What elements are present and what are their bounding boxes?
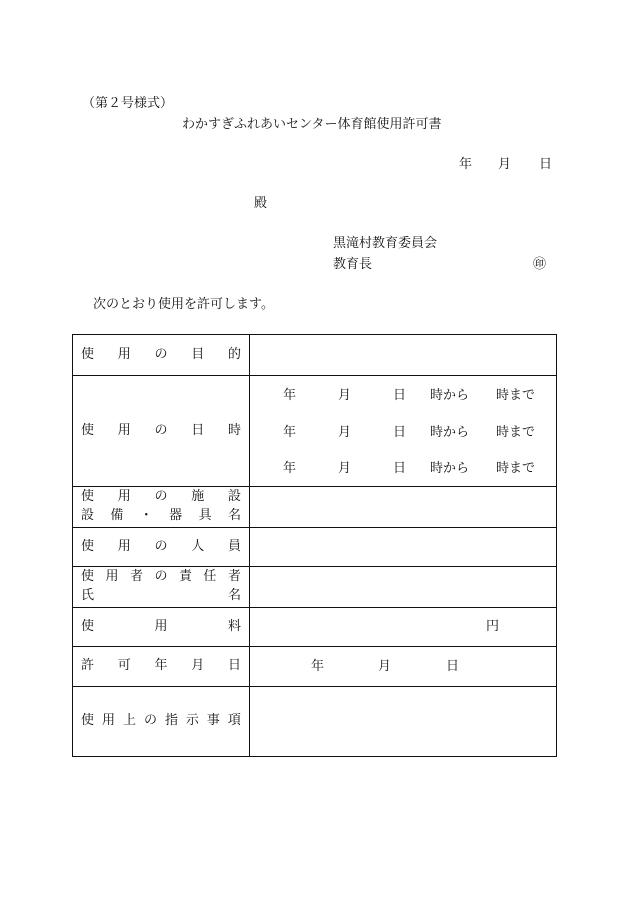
dt-to: 時まで: [496, 388, 536, 403]
datetime-line: [250, 416, 556, 454]
permit-day: 日: [446, 659, 460, 674]
label-char: 備: [110, 508, 124, 523]
label-char: 用: [101, 713, 115, 729]
value-people[interactable]: [250, 528, 557, 567]
dt-month: 月: [338, 425, 352, 440]
label-char: 使: [81, 569, 95, 585]
label-char: 使: [81, 618, 95, 634]
label-char: 上: [122, 713, 136, 729]
dt-month: 月: [338, 461, 352, 476]
label-char: 使: [81, 422, 95, 438]
label-char: 使: [81, 538, 95, 554]
label-char: 具: [198, 508, 212, 523]
label-char: 日: [227, 658, 241, 674]
label-char: の: [154, 569, 168, 585]
addressee-suffix: 殿: [254, 196, 268, 211]
label-char: 項: [227, 713, 241, 729]
label-char: ・: [139, 508, 153, 523]
label-char: 用: [117, 422, 131, 438]
label-char: 用: [117, 346, 131, 362]
document-title: わかすぎふれあいセンター体育館使用許可書: [182, 117, 442, 132]
dt-year: 年: [283, 461, 297, 476]
label-char: 事: [206, 713, 220, 729]
row-people: [73, 528, 557, 567]
fee-unit: 円: [486, 619, 500, 634]
row-fee: [73, 608, 557, 647]
form-number: （第２号様式）: [82, 96, 174, 111]
label-char: の: [154, 422, 168, 438]
label-char: 時: [227, 422, 241, 438]
row-datetime: [73, 376, 557, 487]
label-char: 使: [81, 346, 95, 362]
row-responsible: [73, 567, 557, 608]
label-char: 用: [117, 538, 131, 554]
label-facility: [73, 487, 250, 528]
label-char: 責: [178, 569, 192, 585]
dt-month: 月: [338, 388, 352, 403]
dt-day: 日: [393, 388, 407, 403]
label-char: 料: [227, 618, 241, 634]
label-char: 用: [105, 569, 119, 585]
label-permit-date: [73, 647, 250, 687]
label-char: 名: [227, 508, 241, 523]
label-char: 使: [81, 713, 95, 729]
label-char: 員: [227, 538, 241, 554]
value-datetime[interactable]: [250, 376, 557, 487]
value-permit-date[interactable]: [250, 647, 557, 687]
label-char: 任: [203, 569, 217, 585]
label-char: の: [154, 489, 168, 505]
label-char: 者: [129, 569, 143, 585]
dt-day: 日: [393, 425, 407, 440]
datetime-line: [250, 454, 556, 486]
label-char: 名: [227, 588, 241, 603]
label-char: 指: [164, 713, 178, 729]
label-char: 使: [81, 489, 95, 505]
label-char: 者: [227, 569, 241, 585]
label-char: 目: [191, 346, 205, 362]
row-facility: [73, 487, 557, 528]
label-char: 用: [154, 618, 168, 634]
label-people: [73, 528, 250, 567]
label-char: 人: [191, 538, 205, 554]
seal-mark: ㊞: [533, 257, 547, 272]
date-day: 日: [539, 157, 553, 172]
row-instructions: [73, 687, 557, 757]
row-permit-date: [73, 647, 557, 687]
label-char: 日: [191, 422, 205, 438]
value-purpose[interactable]: [250, 335, 557, 376]
permit-table: [72, 334, 557, 757]
label-char: 用: [117, 489, 131, 505]
label-char: 設: [81, 508, 95, 523]
intro-text: 次のとおり使用を許可します。: [93, 297, 274, 312]
label-char: 器: [169, 508, 183, 523]
dt-from: 時から: [430, 425, 470, 440]
dt-year: 年: [283, 425, 297, 440]
label-instructions: [73, 687, 250, 757]
row-purpose: [73, 335, 557, 376]
issuer-org: 黒滝村教育委員会: [333, 236, 438, 251]
dt-from: 時から: [430, 461, 470, 476]
label-char: 示: [185, 713, 199, 729]
dt-day: 日: [393, 461, 407, 476]
permit-year: 年: [311, 659, 325, 674]
dt-to: 時まで: [496, 425, 536, 440]
dt-from: 時から: [430, 388, 470, 403]
value-responsible[interactable]: [250, 567, 557, 608]
label-fee: [73, 608, 250, 647]
label-char: の: [143, 713, 157, 729]
label-datetime: [73, 376, 250, 487]
datetime-line: [250, 376, 556, 416]
permit-month: 月: [378, 659, 392, 674]
label-char: 施: [191, 489, 205, 505]
label-char: 氏: [81, 588, 95, 603]
label-char: 可: [117, 658, 131, 674]
label-char: 的: [227, 346, 241, 362]
label-purpose: [73, 335, 250, 376]
label-char: 許: [81, 658, 95, 674]
label-char: 月: [191, 658, 205, 674]
label-char: 設: [227, 489, 241, 505]
date-year: 年: [459, 157, 473, 172]
dt-year: 年: [283, 388, 297, 403]
value-fee[interactable]: [250, 608, 557, 647]
label-char: 年: [154, 658, 168, 674]
value-instructions[interactable]: [250, 687, 557, 757]
label-char: の: [154, 346, 168, 362]
dt-to: 時まで: [496, 461, 536, 476]
value-facility[interactable]: [250, 487, 557, 528]
issuer-title: 教育長: [333, 257, 373, 272]
date-month: 月: [498, 157, 512, 172]
label-responsible: [73, 567, 250, 608]
label-char: の: [154, 538, 168, 554]
